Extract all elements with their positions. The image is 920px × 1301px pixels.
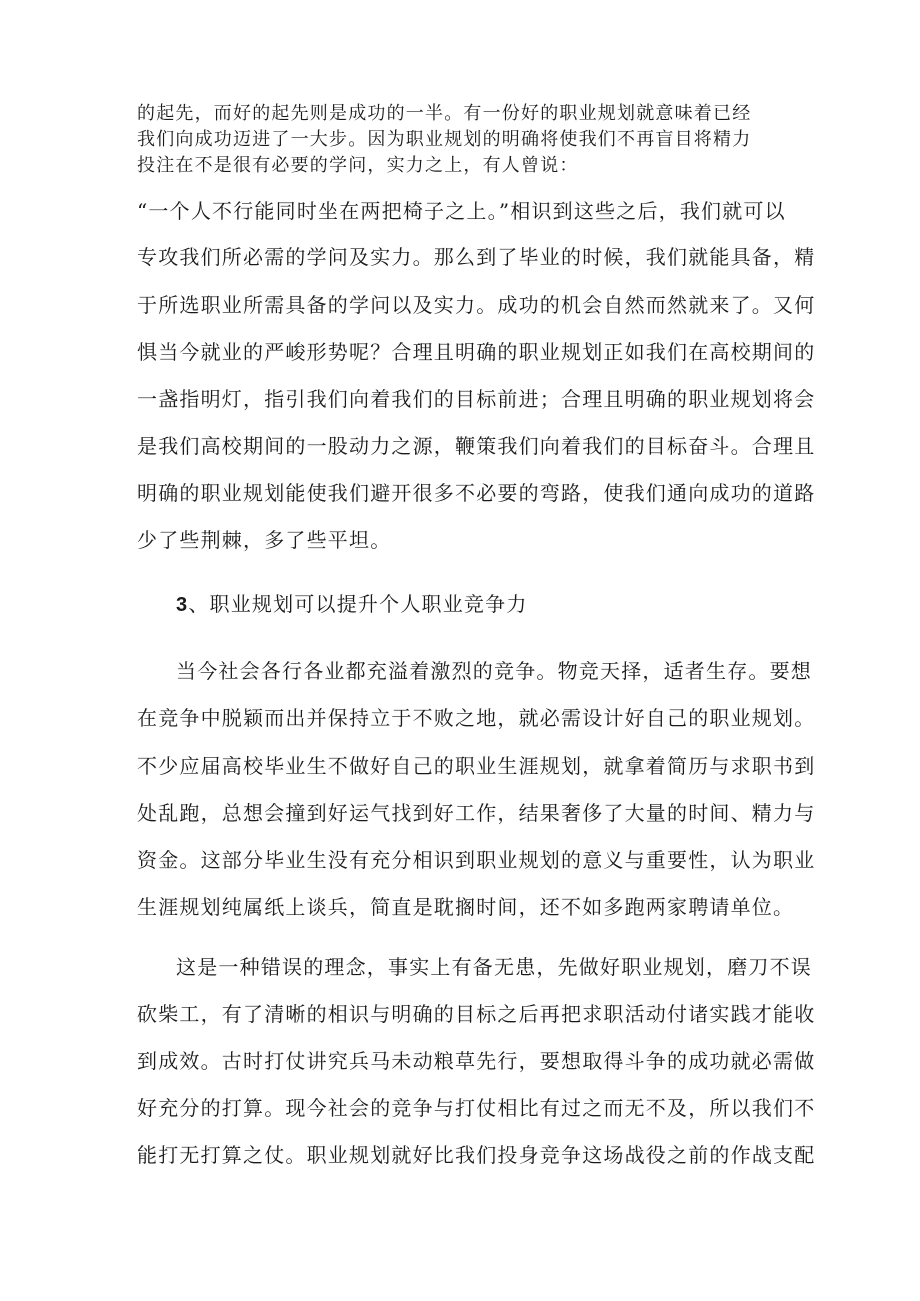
paragraph-competition-line-2: 在竞争中脱颖而出并保持立于不败之地，就必需设计好自己的职业规划。 [137, 706, 816, 730]
paragraph-intro-line-2: 我们向成功迈进了一大步。因为职业规划的明确将使我们不再盲目将精力 [137, 129, 752, 150]
paragraph-mistake-line-5: 能打无打算之仗。职业规划就好比我们投身竞争这场战役之前的作战支配 [137, 1143, 816, 1167]
paragraph-quote-line-5: 一盏指明灯，指引我们向着我们的目标前进；合理且明确的职业规划将会 [137, 387, 816, 411]
paragraph-competition-line-6: 生涯规划纯属纸上谈兵，简直是耽搁时间，还不如多跑两家聘请单位。 [137, 895, 795, 919]
paragraph-mistake-line-3: 到成效。古时打仗讲究兵马未动粮草先行，要想取得斗争的成功就必需做 [137, 1049, 816, 1073]
paragraph-competition-line-4: 处乱跑，总想会撞到好运气找到好工作，结果奢侈了大量的时间、精力与 [137, 801, 816, 825]
paragraph-quote-line-6: 是我们高校期间的一股动力之源，鞭策我们向着我们的目标奋斗。合理且 [137, 434, 816, 458]
paragraph-mistake-line-4: 好充分的打算。现今社会的竞争与打仗相比有过之而无不及，所以我们不 [137, 1096, 816, 1120]
paragraph-quote-line-3: 于所选职业所需具备的学问以及实力。成功的机会自然而然就来了。又何 [137, 293, 816, 317]
paragraph-mistake-line-1: 这是一种错误的理念，事实上有备无患，先做好职业规划，磨刀不误 [176, 955, 812, 979]
paragraph-competition-line-1: 当今社会各行各业都充溢着激烈的竞争。物竞天择，适者生存。要想 [176, 659, 812, 683]
paragraph-competition-line-5: 资金。这部分毕业生没有充分相识到职业规划的意义与重要性，认为职业 [137, 848, 816, 872]
paragraph-intro-line-1: 的起先，而好的起先则是成功的一半。有一份好的职业规划就意味着已经 [137, 103, 752, 124]
section-heading [176, 589, 528, 620]
paragraph-intro-line-3: 投注在不是很有必要的学问，实力之上，有人曾说： [137, 155, 579, 176]
paragraph-mistake-line-2: 砍柴工，有了清晰的相识与明确的目标之后再把求职活动付诸实践才能收 [137, 1002, 816, 1026]
paragraph-quote-line-2: 专攻我们所必需的学问及实力。那么到了毕业的时候，我们就能具备，精 [137, 245, 816, 269]
paragraph-quote-line-8: 少了些荆棘，多了些平坦。 [137, 528, 392, 552]
paragraph-quote-line-7: 明确的职业规划能使我们避开很多不必要的弯路，使我们通向成功的道路 [137, 481, 816, 505]
section-heading-text: 、职业规划可以提升个人职业竞争力 [188, 592, 528, 616]
paragraph-quote-line-4: 惧当今就业的严峻形势呢？合理且明确的职业规划正如我们在高校期间的 [137, 340, 816, 364]
paragraph-competition-line-3: 不少应届高校毕业生不做好自己的职业生涯规划，就拿着简历与求职书到 [137, 754, 816, 778]
paragraph-quote-line-1: “一个人不行能同时坐在两把椅子之上。”相识到这些之后，我们就可以 [137, 199, 786, 223]
section-heading-number: 3 [176, 594, 189, 616]
